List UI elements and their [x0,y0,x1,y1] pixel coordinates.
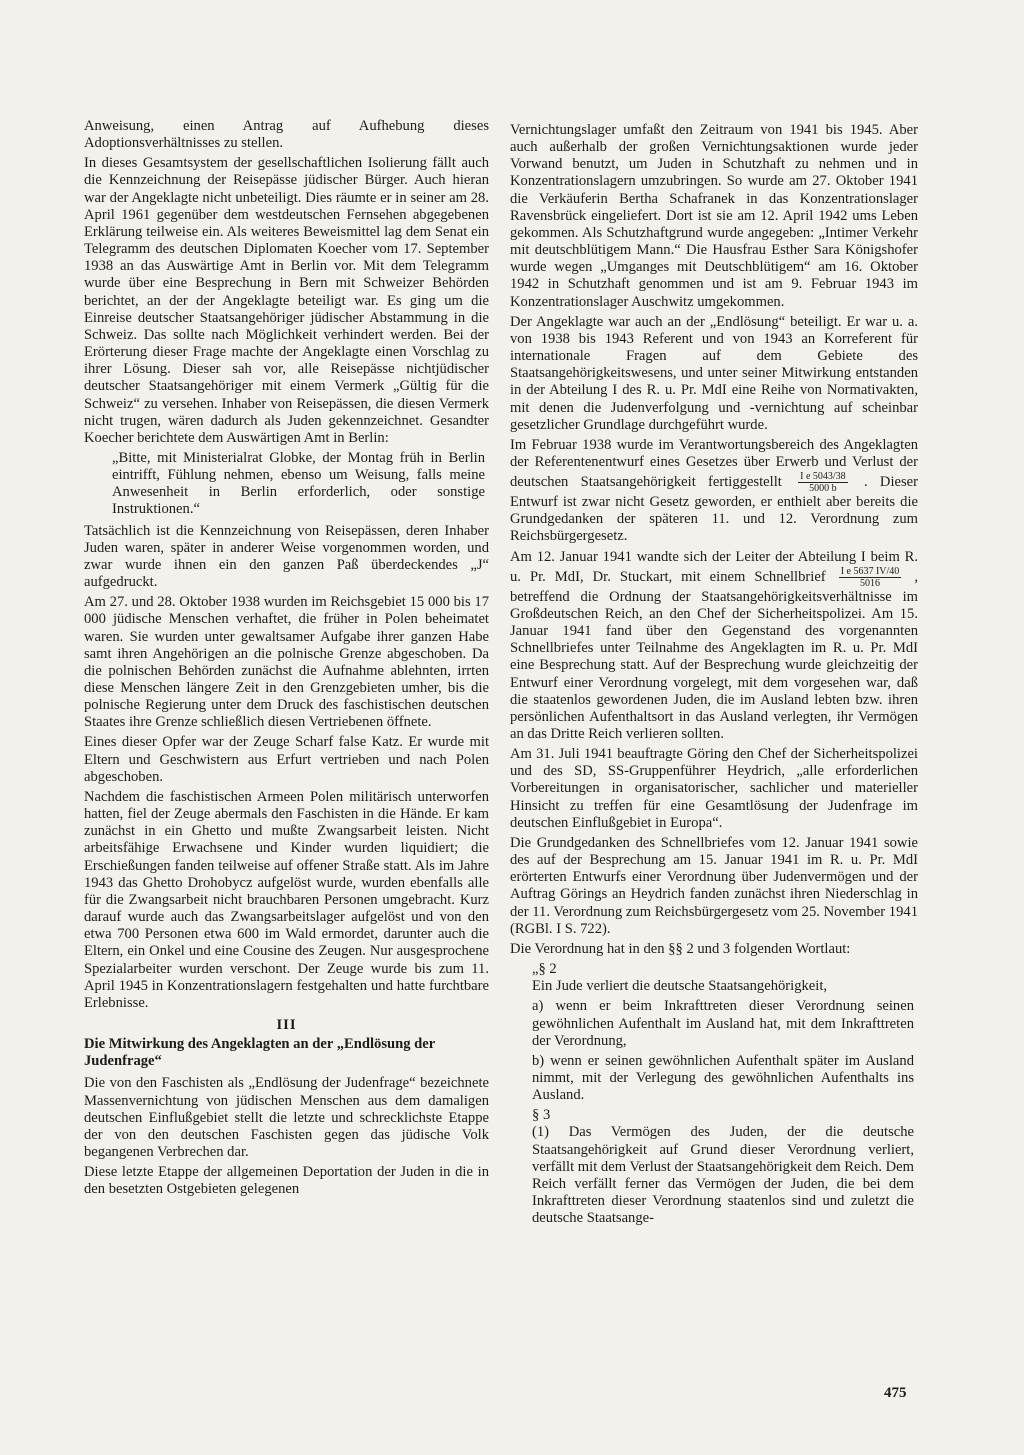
file-reference-denominator: 5016 [860,577,880,589]
block-quote: „Bitte, mit Ministerialrat Globke, der Montag früh in Berlin eintrifft, Fühlung nehmen, ebenso um Weisung, falls meine Anwesenheit in Berlin erforderlich, oder sonstige Instruktionen.“ [112,449,485,518]
paragraph-lead: Am 12. Januar 1941 wandte sich der Leiter der Abteilung I beim R. u. Pr. MdI, Dr. Stuckart, mit einem Schnellbrief [510,548,918,585]
paragraph: Vernichtungslager umfaßt den Zeitraum von 1941 bis 1945. Aber auch außerhalb der großen Vernichtungsaktionen wurde jeder Vorwand benutzt, um Juden in Schutzhaft zu nehmen und in Konzentrationslagern umzubringen. So wurde am 27. Oktober 1941 die Verkäuferin Bertha Schafranek in das Konzentrationslager Ravensbrück eingeliefert. Dort ist sie am 12. April 1942 ums Leben gekommen. Als Schutzhaftgrund wurde angegeben: „Intimer Verkehr mit deutschblütigem Mann.“ Die Hausfrau Esther Sara Königshofer wurde wegen „Umganges mit Deutschblütigem“ am 16. Oktober 1942 in Schutzhaft genommen und ist am 9. Februar 1943 im Konzentrationslager Auschwitz umgekommen. [510,122,918,310]
legal-text: Ein Jude verliert die deutsche Staatsangehörigkeit, [532,978,828,995]
legal-item-b: b) wenn er seinen gewöhnlichen Aufenthalt später im Ausland nimmt, mit der Verlegung des gewöhnlichen Aufenthalts ins Ausland. [532,1052,914,1104]
paragraph-tail: . Dieser Entwurf ist zwar nicht Gesetz geworden, er enthielt aber bereits die Grundgedanken der späteren 11. und 12. Verordnung zum Reichsbürgergesetz. [510,473,919,545]
paragraph: Diese letzte Etappe der allgemeinen Deportation der Juden in die in den besetzten Ostgebieten gelegenen [84,1164,489,1198]
paragraph: In dieses Gesamtsystem der gesellschaftlichen Isolierung fällt auch die Kennzeichnung der Reisepässe jüdischer Bürger. Auch hieran war der Angeklagte nicht unbeteiligt. Dies räumte er in seiner am 28. April 1961 gegenüber dem westdeutschen Fernsehen abgegebenen Erklärung teilweise ein. Als weiteres Beweismittel lag dem Senat ein Telegramm des deutschen Diplomaten Koecher vom 17. September 1938 an das Auswärtige Amt in Berlin vor. Mit dem Telegramm wurde über eine Besprechung in Bern mit Schweizer Behörden berichtet, an der der Angeklagte beteiligt war. Es ging um die Einreise deutscher Staatsangehöriger jüdischer Abstammung in die Schweiz. Das sollte nach Möglichkeit verhindert werden. Bei der Erörterung dieser Frage machte der Angeklagte einen Vorschlag zu ihrer Lösung. Dieser sah vor, alle Reisepässe nichtjüdischer deutscher Staatsangehöriger mit einem Vermerk „Gültig für die Schweiz“ zu versehen. Inhaber von Reisepässen, die diesen Vermerk nicht trugen, wären dadurch als Juden gekennzeichnet. Gesandter Koecher berichtete dem Auswärtigen Amt in Berlin: [84,155,489,446]
section-mark: „§ 2 [532,961,557,978]
paragraph: Am 31. Juli 1941 beauftragte Göring den Chef der Sicherheitspolizei und des SD, SS-Gruppenführer Heydrich, „alle erforderlichen Vorbereitungen in organisatorischer, sachlicher und materieller Hinsicht zu treffen für eine Gesamtlösung der Judenfrage im deutschen Einflußgebiet in Europa“. [510,746,918,831]
legal-text: (1) Das Vermögen des Juden, der die deutsche Staatsangehörigkeit auf Grund dieser Verordnung verliert, verfällt mit dem Verlust der Staatsangehörigkeit dem Reich. Dem Reich verfällt ferner das Vermögen der Juden, die bei dem Inkrafttreten dieser Verordnung staatenlos sind und zuletzt die deutsche Staatsange- [532,1124,914,1227]
file-reference-numerator: I e 5043/38 [800,471,846,483]
legal-item-a: a) wenn er beim Inkrafttreten dieser Verordnung seinen gewöhnlichen Aufenthalt im Ausland hat, mit dem Inkrafttreten der Verordnung, [532,998,914,1049]
paragraph: Anweisung, einen Antrag auf Aufhebung dieses Adoptionsverhältnisses zu stellen. [84,118,489,152]
file-reference-numerator: I e 5637 IV/40 [840,565,900,577]
section-heading: Die Mitwirkung des Angeklagten an der „Endlösung der Judenfrage“ [84,1036,435,1070]
right-column [510,122,918,1230]
page-number: 475 [884,1385,907,1401]
paragraph-with-reference [510,549,918,744]
paragraph: Eines dieser Opfer war der Zeuge Scharf false Katz. Er wurde mit Eltern und Geschwistern aus Erfurt vertrieben und nach Polen abgeschoben. [84,734,489,785]
paragraph: Tatsächlich ist die Kennzeichnung von Reisepässen, deren Inhaber Juden waren, später in anderer Weise vorgenommen worden, und zwar wurde ihnen ein den ganzen Paß überdeckendes „J“ aufgedruckt. [84,522,489,591]
file-reference [798,471,848,494]
file-reference [839,566,902,589]
paragraph-with-reference [510,437,918,546]
paragraph-tail: , betreffend die Ordnung der Staatsangehörigkeitsverhältnisse im Großdeutschen Reich, an den Chef der Sicherheitspolizei. Am 15. Januar 1941 fand über den Gegenstand des vorgenannten Schnellbriefes unter Teilnahme des Angeklagten im R. u. Pr. MdI eine Besprechung statt. Auf der Besprechung wurde gleichzeitig der Entwurf einer Verordnung vorgelegt, mit dem vorgesehen war, daß die staatenlos gewordenen Juden, die im Ausland lebten bzw. ihren persönlichen Aufenthaltsort in das Ausland verlegten, ihr Vermögen an das Dritte Reich verlieren sollten. [510,568,918,742]
paragraph: Die Verordnung hat in den §§ 2 und 3 folgenden Wortlaut: [510,940,851,957]
paragraph: Am 27. und 28. Oktober 1938 wurden im Reichsgebiet 15 000 bis 17 000 jüdische Menschen verhaftet, die früher in Polen beheimatet waren. Sie wurden unter gewaltsamer Aufgabe ihrer ganzen Habe samt ihren Angehörigen an die polnische Grenze abgeschoben. Da die polnischen Behörden zunächst die Aufnahme ablehnten, irrten diese Menschen längere Zeit in den Grenzgebieten umher, bis die polnische Regierung unter dem Druck des faschistischen deutschen Staates ihre Grenze schließlich diesen Vertriebenen öffnete. [84,594,489,731]
paragraph: Die Grundgedanken des Schnellbriefes vom 12. Januar 1941 sowie des auf der Besprechung am 15. Januar 1941 im R. u. Pr. MdI erörterten Entwurfs einer Verordnung über Judenvermögen und der Auftrag Görings an Heydrich fanden zunächst ihren Niederschlag in der 11. Verordnung zum Reichsbürgergesetz vom 25. November 1941 (RGBl. I S. 722). [510,834,918,937]
paragraph: Der Angeklagte war auch an der „Endlösung“ beteiligt. Er war u. a. von 1938 bis 1943 Referent und von 1943 an Korreferent für internationale Fragen auf dem Gebiete des Staatsangehörigkeitswesens, und unter seiner Mitwirkung entstanden in der Abteilung I des R. u. Pr. MdI eine Reihe von Normativakten, mit denen die Judenverfolgung und -vernichtung auf scheinbar gesetzlicher Grundlage durchgeführt wurde. [510,313,918,433]
left-column [84,118,489,1202]
file-reference-denominator: 5000 b [809,483,837,495]
section-mark: § 3 [532,1107,551,1124]
paragraph: Nachdem die faschistischen Armeen Polen militärisch unterworfen hatten, fiel der Zeuge abermals den Faschisten in die Hände. Er kam zunächst in ein Ghetto und mußte Zwangsarbeit leisten. Nicht arbeitsfähige Erwachsene und Kinder wurden liquidiert; die Erschießungen fanden teilweise auf offener Straße statt. Als im Jahre 1943 das Ghetto Drohobycz aufgelöst wurde, wurden ebenfalls alle für die Zwangsarbeit nicht brauchbaren Personen umgebracht. Kurz darauf wurde auch das Zwangsarbeitslager aufgelöst und von den etwa 700 Personen etwa 600 im Wald ermordet, darunter auch die Eltern, ein Onkel und eine Cousine des Zeugen. Nur ausgesprochene Spezialarbeiter wurden verschont. Der Zeuge wurde bis zum 11. April 1945 in Konzentrationslagern festgehalten und hatte furchtbare Erlebnisse. [84,788,489,1011]
paragraph-lead: Im Februar 1938 wurde im Verantwortungsbereich des Angeklagten der Referentenentwurf eines Gesetzes über Erwerb und Verlust der deutschen Staatsangehörigkeit fertiggestellt [510,436,918,490]
section-number: III [276,1016,297,1033]
paragraph: Die von den Faschisten als „Endlösung der Judenfrage“ bezeichnete Massenvernichtung von jüdischen Menschen aus dem damaligen deutschen Einflußgebiet stellt die letzte und schrecklichste Etappe der von den deutschen Faschisten gegen das jüdische Volk begangenen Verbrechen dar. [84,1075,489,1161]
